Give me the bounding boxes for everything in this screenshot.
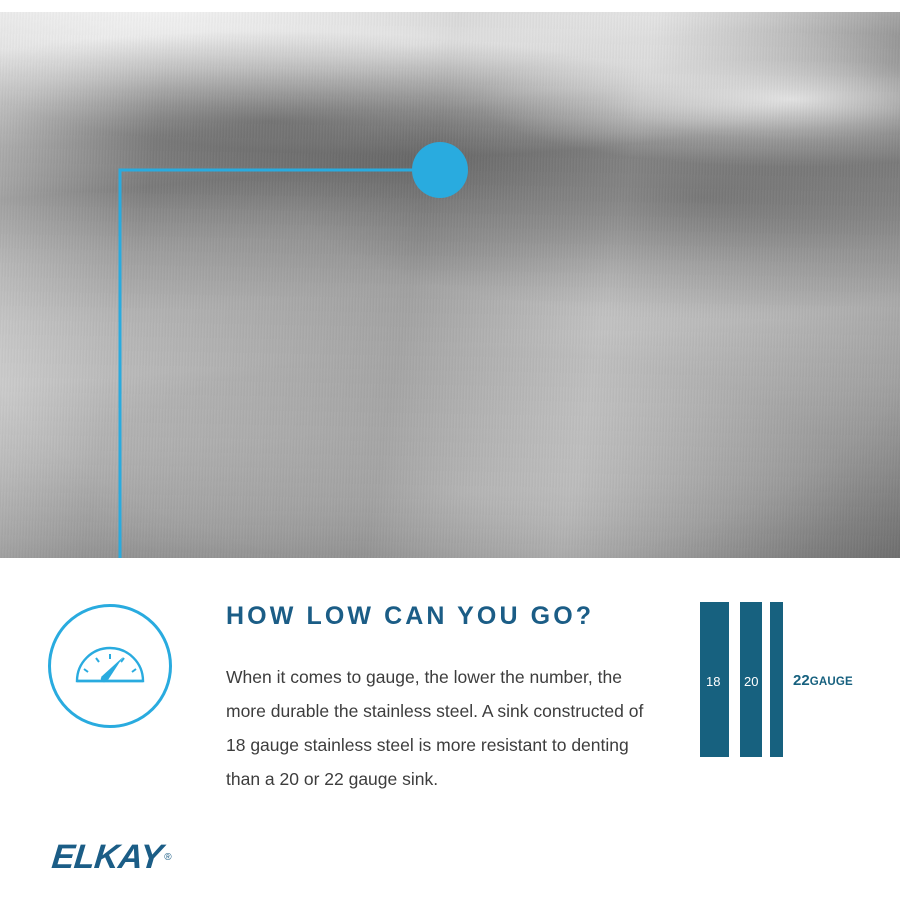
gauge-bar-label-22-number: 22 (793, 672, 810, 689)
elkay-logo (52, 838, 170, 877)
registered-trademark-icon: ® (164, 852, 172, 863)
gauge-meter-icon (48, 604, 172, 728)
panel-headline: HOW LOW CAN YOU GO? (226, 602, 595, 630)
gauge-bar-label-22 (793, 672, 853, 689)
gauge-bar-label-18: 18 (706, 674, 721, 689)
stainless-steel-photo (0, 12, 900, 558)
gauge-bar-label-22-suffix: GAUGE (809, 676, 853, 688)
brand-name: ELKAY (50, 838, 165, 876)
photo-vignette (0, 12, 900, 558)
panel-body-text: When it comes to gauge, the lower the number, the more durable the stainless steel. A sink constructed of 18 gauge stainless steel is more resistant to denting than a 20 or 22 gauge sink. (226, 667, 644, 789)
gauge-bar-22 (770, 602, 783, 757)
gauge-bar-chart (700, 602, 860, 757)
gauge-bar-label-20: 20 (744, 674, 759, 689)
